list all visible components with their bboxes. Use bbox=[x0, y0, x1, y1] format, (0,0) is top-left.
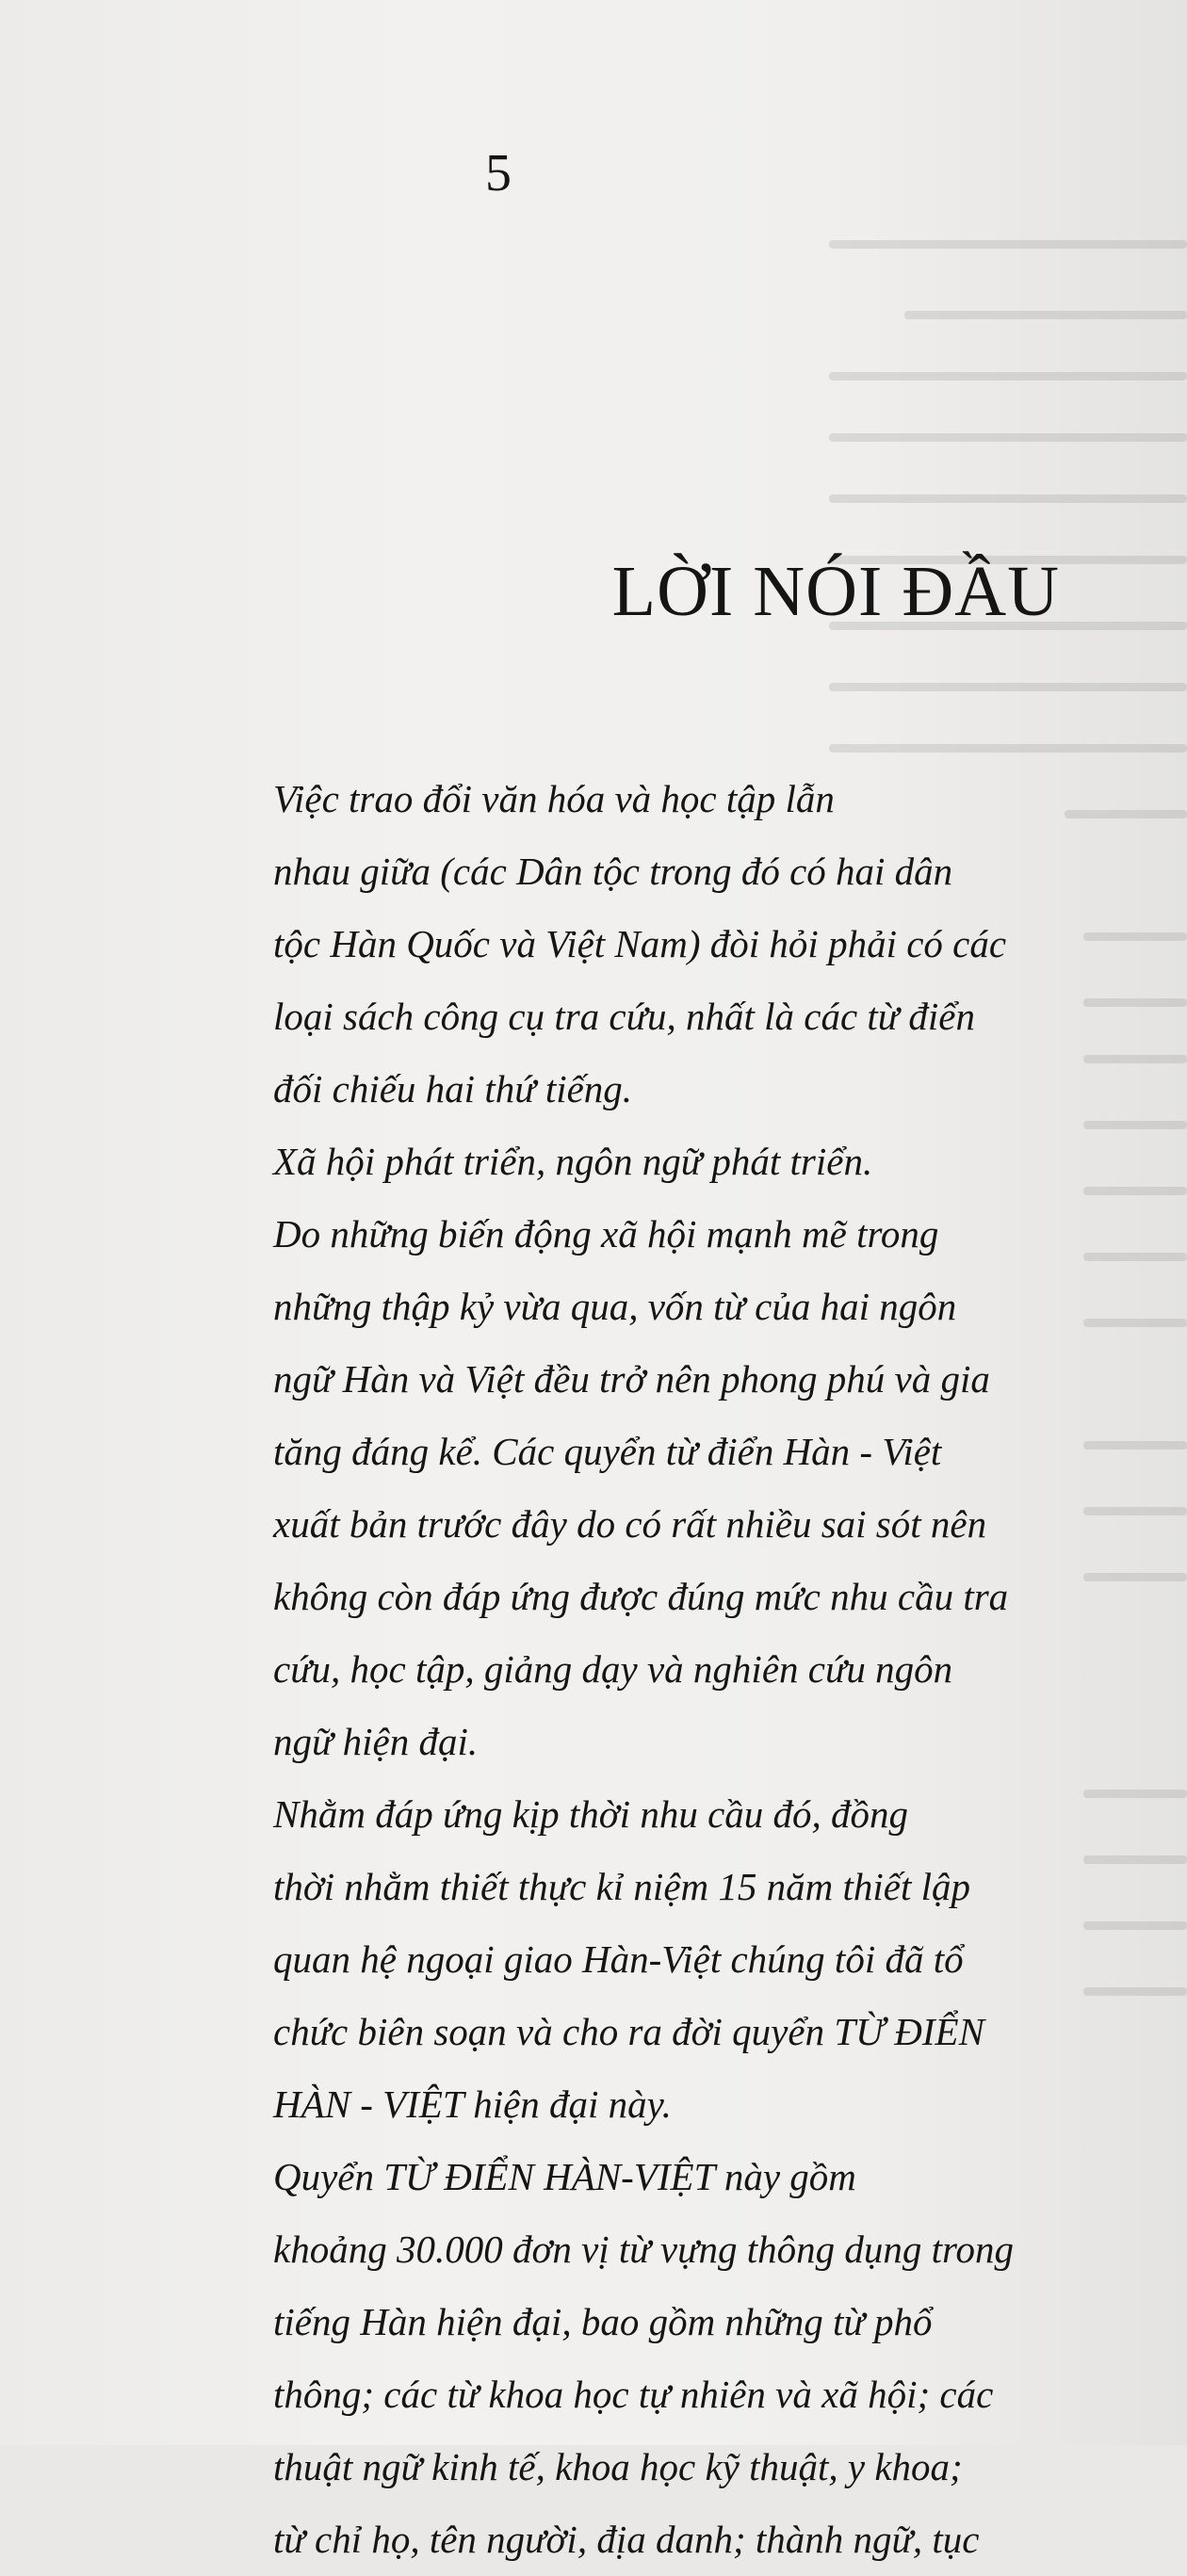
text-line: thuật ngữ kinh tế, khoa học kỹ thuật, y khoa; bbox=[273, 2445, 963, 2488]
text-line: khoảng 30.000 đơn vị từ vựng thông dụng trong bbox=[273, 2228, 1014, 2271]
paragraph bbox=[273, 1126, 1060, 1778]
text-line: Việc trao đổi văn hóa và học tập lẫn bbox=[273, 777, 835, 820]
text-line: Do những biến động xã hội mạnh mẽ trong bbox=[273, 1212, 939, 1256]
text-line: Xã hội phát triển, ngôn ngữ phát triển. bbox=[273, 1140, 873, 1183]
text-line: quan hệ ngoại giao Hàn-Việt chúng tôi đã tổ bbox=[273, 1937, 964, 1981]
text-line: chức biên soạn và cho ra đời quyển TỪ ĐIỂN bbox=[273, 2010, 984, 2053]
text-line: xuất bản trước đây do có rất nhiều sai sót nên bbox=[273, 1502, 987, 1546]
paragraph bbox=[273, 2141, 1060, 2576]
paragraph bbox=[273, 1778, 1060, 2141]
page-heading: LỜI NÓI ĐẦU bbox=[611, 552, 1060, 631]
text-line: HÀN - VIỆT hiện đại này. bbox=[273, 2082, 672, 2126]
text-line: tộc Hàn Quốc và Việt Nam) đòi hỏi phải có các bbox=[273, 922, 1007, 965]
text-line: ngữ hiện đại. bbox=[273, 1720, 479, 1763]
body-text bbox=[273, 763, 1060, 2576]
text-line: thông; các từ khoa học tự nhiên và xã hội; các bbox=[273, 2373, 994, 2416]
text-line: tăng đáng kể. Các quyển từ điển Hàn - Việt bbox=[273, 1430, 942, 1473]
text-line: Quyển TỪ ĐIỂN HÀN-VIỆT này gồm bbox=[273, 2155, 856, 2198]
text-line: từ chỉ họ, tên người, địa danh; thành ngữ, tục bbox=[273, 2518, 980, 2561]
text-line: những thập kỷ vừa qua, vốn từ của hai ngôn bbox=[273, 1285, 957, 1328]
text-line: đối chiếu hai thứ tiếng. bbox=[273, 1067, 633, 1110]
page-number: 5 bbox=[485, 144, 512, 203]
paragraph bbox=[273, 763, 1060, 1126]
text-line: cứu, học tập, giảng dạy và nghiên cứu ngôn bbox=[273, 1647, 953, 1691]
text-line: không còn đáp ứng được đúng mức nhu cầu tra bbox=[273, 1575, 1009, 1618]
text-line: Nhằm đáp ứng kịp thời nhu cầu đó, đồng bbox=[273, 1792, 909, 1836]
text-line: thời nhằm thiết thực kỉ niệm 15 năm thiết lập bbox=[273, 1865, 971, 1908]
text-line: ngữ Hàn và Việt đều trở nên phong phú và gia bbox=[273, 1357, 990, 1401]
text-line: tiếng Hàn hiện đại, bao gồm những từ phổ bbox=[273, 2300, 933, 2343]
text-line: nhau giữa (các Dân tộc trong đó có hai dân bbox=[273, 850, 953, 893]
text-line: loại sách công cụ tra cứu, nhất là các từ điển bbox=[273, 995, 976, 1038]
